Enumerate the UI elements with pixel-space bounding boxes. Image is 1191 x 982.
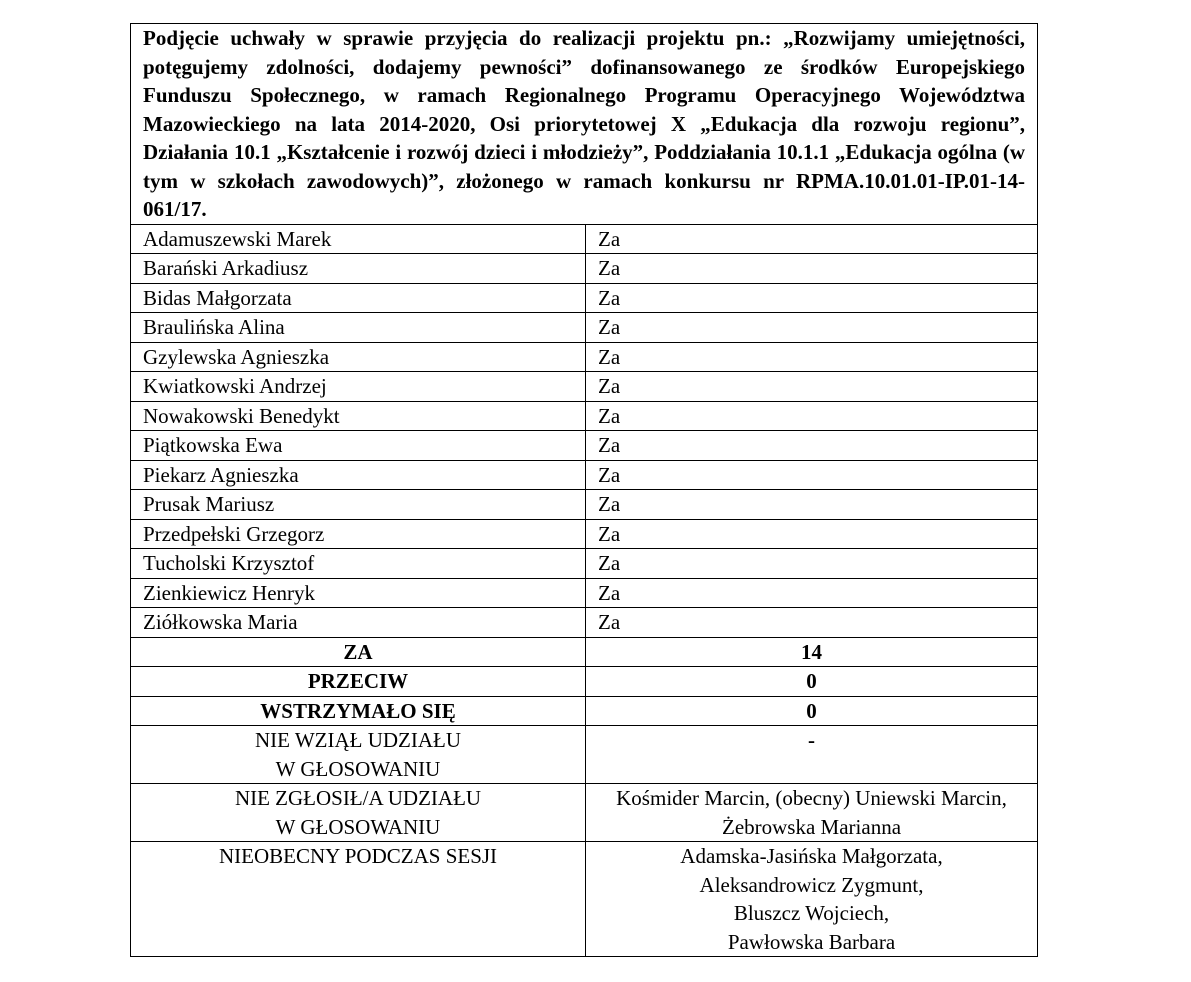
table-row bbox=[131, 342, 1038, 372]
table-row bbox=[131, 608, 1038, 638]
total-row-abstained bbox=[131, 696, 1038, 726]
total-value: 14 bbox=[586, 637, 1038, 667]
not-reported-label: NIE ZGŁOSIŁ/A UDZIAŁU W GŁOSOWANIU bbox=[131, 784, 586, 842]
table-row bbox=[131, 224, 1038, 254]
councillor-vote: Za bbox=[586, 431, 1038, 461]
absent-row bbox=[131, 842, 1038, 957]
not-reported-value: Kośmider Marcin, (obecny) Uniewski Marcin, Żebrowska Marianna bbox=[586, 784, 1038, 842]
table-row bbox=[131, 578, 1038, 608]
not-reported-row bbox=[131, 784, 1038, 842]
councillor-vote: Za bbox=[586, 608, 1038, 638]
councillor-name: Przedpełski Grzegorz bbox=[131, 519, 586, 549]
total-row-for bbox=[131, 637, 1038, 667]
table-row bbox=[131, 401, 1038, 431]
table-row bbox=[131, 254, 1038, 284]
resolution-title: Podjęcie uchwały w sprawie przyjęcia do realizacji projektu pn.: „Rozwijamy umiejętności, potęgujemy zdolności, dodajemy pewności” dofinansowanego ze środków Europejskiego Funduszu Społecznego, w ramach Regionalnego Programu Operacyjnego Województwa Mazowieckiego na lata 2014-2020, Osi priorytetowej X „Edukacja dla rozwoju regionu”, Działania 10.1 „Kształcenie i rozwój dzieci i młodzieży”, Poddziałania 10.1.1 „Edukacja ogólna (w tym w szkołach zawodowych)”, złożonego w ramach konkursu nr RPMA.10.01.01-IP.01-14-061/17. bbox=[131, 24, 1038, 225]
not-participated-label: NIE WZIĄŁ UDZIAŁU W GŁOSOWANIU bbox=[131, 726, 586, 784]
councillor-vote: Za bbox=[586, 224, 1038, 254]
table-row bbox=[131, 460, 1038, 490]
title-row bbox=[131, 24, 1038, 225]
councillor-vote: Za bbox=[586, 578, 1038, 608]
councillor-name: Gzylewska Agnieszka bbox=[131, 342, 586, 372]
not-participated-row bbox=[131, 726, 1038, 784]
councillor-name: Zienkiewicz Henryk bbox=[131, 578, 586, 608]
table-row bbox=[131, 313, 1038, 343]
councillor-name: Nowakowski Benedykt bbox=[131, 401, 586, 431]
table-row bbox=[131, 431, 1038, 461]
absent-label: NIEOBECNY PODCZAS SESJI bbox=[131, 842, 586, 957]
councillor-name: Kwiatkowski Andrzej bbox=[131, 372, 586, 402]
councillor-vote: Za bbox=[586, 401, 1038, 431]
councillor-vote: Za bbox=[586, 460, 1038, 490]
councillor-name: Ziółkowska Maria bbox=[131, 608, 586, 638]
councillor-vote: Za bbox=[586, 283, 1038, 313]
councillor-name: Bidas Małgorzata bbox=[131, 283, 586, 313]
councillor-name: Braulińska Alina bbox=[131, 313, 586, 343]
total-label: ZA bbox=[131, 637, 586, 667]
table-row bbox=[131, 490, 1038, 520]
councillor-name: Adamuszewski Marek bbox=[131, 224, 586, 254]
table-row bbox=[131, 372, 1038, 402]
councillor-name: Prusak Mariusz bbox=[131, 490, 586, 520]
table-row bbox=[131, 549, 1038, 579]
table-row bbox=[131, 519, 1038, 549]
councillor-vote: Za bbox=[586, 342, 1038, 372]
total-label: PRZECIW bbox=[131, 667, 586, 697]
councillor-name: Barański Arkadiusz bbox=[131, 254, 586, 284]
table-row bbox=[131, 283, 1038, 313]
councillor-vote: Za bbox=[586, 549, 1038, 579]
councillor-vote: Za bbox=[586, 372, 1038, 402]
total-row-against bbox=[131, 667, 1038, 697]
vote-results-table bbox=[130, 23, 1038, 957]
total-value: 0 bbox=[586, 696, 1038, 726]
councillor-vote: Za bbox=[586, 519, 1038, 549]
total-label: WSTRZYMAŁO SIĘ bbox=[131, 696, 586, 726]
total-value: 0 bbox=[586, 667, 1038, 697]
councillor-name: Tucholski Krzysztof bbox=[131, 549, 586, 579]
not-participated-value: - bbox=[586, 726, 1038, 784]
councillor-vote: Za bbox=[586, 490, 1038, 520]
councillor-name: Piekarz Agnieszka bbox=[131, 460, 586, 490]
councillor-name: Piątkowska Ewa bbox=[131, 431, 586, 461]
absent-value: Adamska-Jasińska Małgorzata, Aleksandrowicz Zygmunt, Bluszcz Wojciech, Pawłowska Barbara bbox=[586, 842, 1038, 957]
councillor-vote: Za bbox=[586, 254, 1038, 284]
councillor-vote: Za bbox=[586, 313, 1038, 343]
